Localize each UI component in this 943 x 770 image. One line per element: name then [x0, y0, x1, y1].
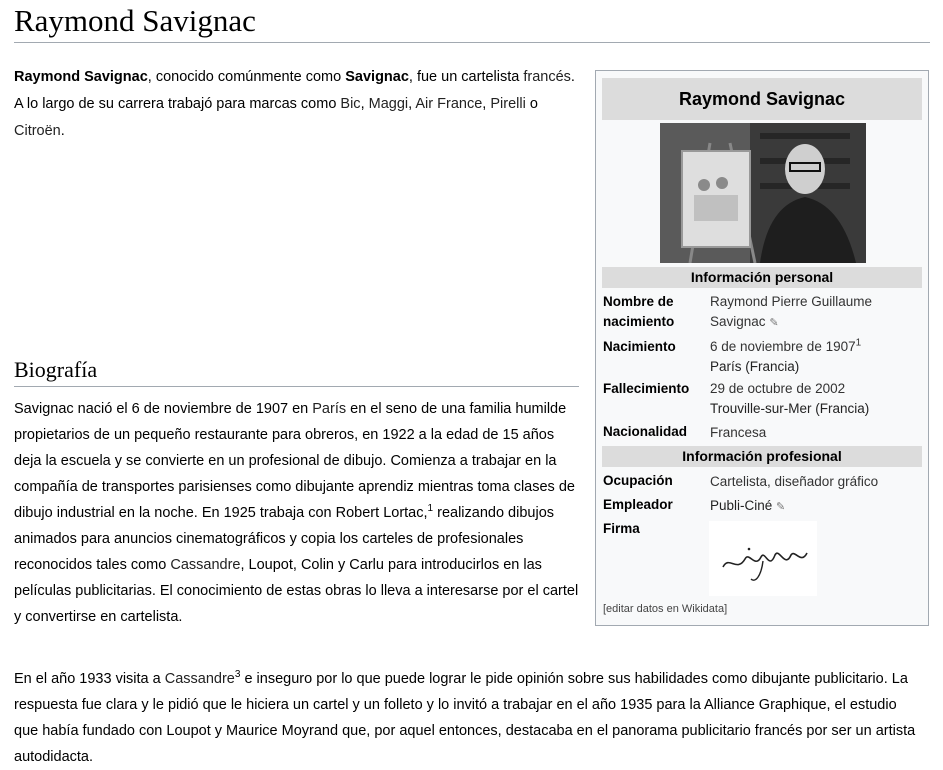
link-air-france[interactable]: Air France: [415, 96, 483, 112]
reference-1-infobox[interactable]: 1: [855, 337, 862, 349]
section-personal-info: Información personal: [602, 267, 922, 288]
label-nacimiento: Nacimiento: [603, 339, 676, 354]
signature-image[interactable]: [709, 521, 817, 596]
label-nombre-nacimiento: Nombre de nacimiento: [603, 294, 675, 329]
label-fallecimiento: Fallecimiento: [603, 381, 690, 396]
section-professional-info: Información profesional: [602, 446, 922, 467]
label-firma: Firma: [603, 521, 640, 536]
label-empleador: Empleador: [603, 497, 673, 512]
section-heading-biografia: Biografía: [14, 356, 579, 387]
value-nacionalidad: Francesa: [710, 425, 767, 440]
value-nacimiento: 6 de noviembre de 1907$^1$ París (Francia): [710, 337, 862, 374]
value-fallecimiento: 29 de octubre de 2002 Trouville-sur-Mer (Francia): [710, 381, 870, 416]
reference-1[interactable]: 1: [427, 503, 434, 515]
biography-paragraph-1: Savignac nació el 6 de noviembre de 1907 en París en el seno de una familia humilde propietarios de un pequeño restaurante para obreros, en 1922 a la edad de 15 años deja la escuela y se convierte en un profesional de dibujo. Comienza a trabajar en la compañía de transportes parisienses como dibujante aprendiz mientras toma clases de dibujo industrial en la noche. En 1925 trabaja con Robert Lortac,$^1$ realizando dibujos animados para anuncios cinematográficos y copia los carteles de profesionales reconocidos tales como Cassandre, Loupot, Colin y Carlu para introducirlos en las películas publicitarias. El conocimiento de estas obras lo lleva a interesarse por el cartel y convertirse en cartelista.: [14, 401, 579, 625]
value-ocupacion: Cartelista, diseñador gráfico: [710, 474, 879, 489]
intro-alias: Savignac: [345, 69, 409, 85]
link-paris-francia[interactable]: París (Francia): [710, 359, 800, 374]
label-ocupacion: Ocupación: [603, 473, 673, 488]
link-cassandre[interactable]: Cassandre: [170, 557, 241, 573]
link-pirelli[interactable]: Pirelli: [490, 96, 526, 112]
pencil-icon[interactable]: ✎: [776, 501, 786, 513]
biography-paragraph-2: En el año 1933 visita a Cassandre$^3$ e inseguro por lo que puede lograr le pide opinión sobre sus habilidades como dibujante publicitario. La respuesta fue clara y le pidió que le hiciera un cartel y un folleto y lo invitó a trabajar en el año 1935 para la Alliance Graphique, el estudio que había fundado con Loupot y Maurice Moyrand que, por aquel entonces, destacaba en el panorama publicitario francés por ser un artista autodidacta.: [14, 669, 916, 765]
link-maggi[interactable]: Maggi: [368, 96, 409, 112]
label-nacionalidad: Nacionalidad: [603, 424, 688, 439]
intro-paragraph: Raymond Savignac, conocido comúnmente como Savignac, fue un cartelista francés. A lo largo de su carrera trabajó para marcas como Bic, Maggi, Air France, Pirelli o Citroën.: [14, 69, 575, 139]
pencil-icon[interactable]: ✎: [769, 317, 779, 329]
link-cassandre-2[interactable]: Cassandre: [164, 671, 235, 687]
value-empleador: [710, 496, 922, 517]
value-nombre-nacimiento: Raymond Pierre Guillaume Savignac ✎: [710, 294, 873, 329]
link-paris[interactable]: París: [312, 401, 347, 417]
link-bic[interactable]: Bic: [340, 96, 361, 112]
intro-name: Raymond Savignac: [14, 69, 148, 85]
portrait-photo[interactable]: [660, 123, 866, 263]
link-publi-cine[interactable]: Publi-Ciné: [710, 498, 773, 513]
link-trouville[interactable]: Trouville-sur-Mer (Francia): [710, 401, 870, 416]
infobox: [595, 70, 929, 626]
reference-3[interactable]: 3: [234, 669, 241, 681]
link-frances[interactable]: francés: [523, 69, 571, 85]
link-citroen[interactable]: Citroën: [14, 123, 61, 139]
edit-wikidata-link[interactable]: [editar datos en Wikidata]: [603, 603, 728, 615]
infobox-title: Raymond Savignac: [602, 78, 922, 120]
page-title: Raymond Savignac: [14, 2, 930, 43]
